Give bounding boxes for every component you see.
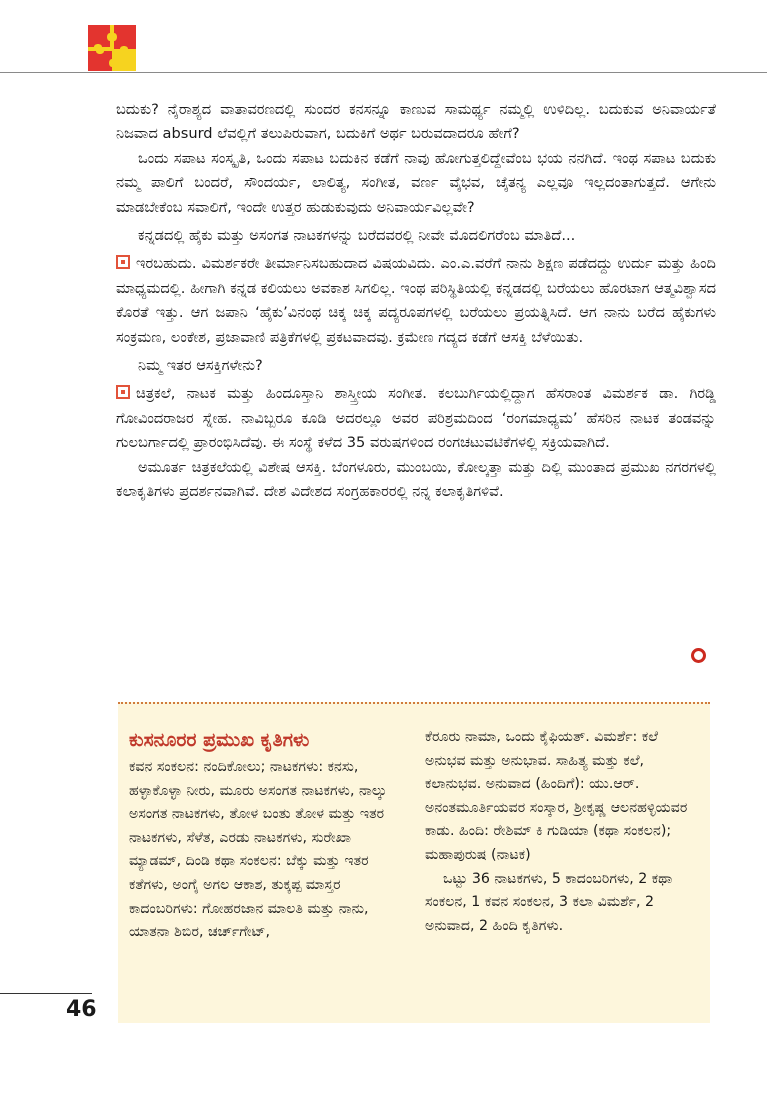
answer-text: ಚಿತ್ರಕಲೆ, ನಾಟಕ ಮತ್ತು ಹಿಂದೂಸ್ತಾನಿ ಶಾಸ್ತ್ರೀಯ ಸಂಗೀತ. ಕಲಬುರ್ಗಿಯಲ್ಲಿದ್ದಾಗ ಹೆಸರಾಂತ ವಿಮರ್ಶಕ ಡಾ. ಗಿರಡ್ಡಿ ಗೋವಿಂದರಾಜರ ಸ್ನೇಹ. ನಾವಿಬ್ಬರೂ ಕೂಡಿ ಅದರಲ್ಲೂ ಅವರ ಪರಿಶ್ರಮದಿಂದ ‘ರಂಗಮಾಧ್ಯಮ’ ಹೆಸರಿನ ನಾಟಕ ತಂಡವನ್ನು ಗುಲಬರ್ಗಾದಲ್ಲಿ ಪ್ರಾರಂಭಿಸಿದೆವು. ಈ ಸಂಸ್ಥೆ ಕಳೆದ 35 ವರುಷಗಳಿಂದ ರಂಗಚಟುವಟಿಕೆಗಳಲ್ಲಿ ಸಕ್ರಿಯವಾಗಿದೆ. [116,385,716,452]
works-column-left [129,726,399,945]
circle-end-icon [691,648,706,663]
interview-answer [116,382,716,455]
article-body [116,98,716,505]
works-column-right [425,726,701,938]
puzzle-logo-icon [88,25,136,71]
square-bullet-icon [116,255,130,269]
interview-answer [116,252,716,350]
square-bullet-icon [116,385,130,399]
works-title: ಕುಸನೂರರ ಪ್ರಮುಖ ಕೃತಿಗಳು [129,729,310,751]
dotted-divider [118,702,710,704]
page-number: 46 [66,997,97,1022]
interview-question: ನಿಮ್ಮ ಇತರ ಆಸಕ್ತಿಗಳೇನು? [138,357,263,375]
article-paragraph: ಬದುಕು? ನೈರಾಶ್ಯದ ವಾತಾವರಣದಲ್ಲಿ ಸುಂದರ ಕನಸನ್ನೂ ಕಾಣುವ ಸಾಮರ್ಥ್ಯ ನಮ್ಮಲ್ಲಿ ಉಳಿದಿಲ್ಲ. ಬದುಕುವ ಅನಿವಾರ್ಯತೆ ನಿಜವಾದ absurd ಲೆವಲ್ಲಿಗೆ ತಲುಪಿರುವಾಗ, ಬದುಕಿಗೆ ಅರ್ಥ ಬರುವದಾದರೂ ಹೇಗೆ? [116,101,716,143]
interview-question: ಕನ್ನಡದಲ್ಲಿ ಹೈಕು ಮತ್ತು ಅಸಂಗತ ನಾಟಕಗಳನ್ನು ಬರೆದವರಲ್ಲಿ ನೀವೇ ಮೊದಲಿಗರೆಂಬ ಮಾತಿದೆ... [138,227,576,245]
answer-text: ಇರಬಹುದು. ವಿಮರ್ಶಕರೇ ತೀರ್ಮಾನಿಸಬಹುದಾದ ವಿಷಯವಿದು. ಎಂ.ಎ.ವರೆಗೆ ನಾನು ಶಿಕ್ಷಣ ಪಡೆದದ್ದು ಉರ್ದು ಮತ್ತು ಹಿಂದಿ ಮಾಧ್ಯಮದಲ್ಲಿ. ಹೀಗಾಗಿ ಕನ್ನಡ ಕಲಿಯಲು ಅವಕಾಶ ಸಿಗಲಿಲ್ಲ. ಇಂಥ ಪರಿಸ್ಥಿತಿಯಲ್ಲಿ ಕನ್ನಡದಲ್ಲಿ ಬರೆಯಲು ಹೊರಟಾಗ ಆತ್ಮವಿಶ್ವಾಸದ ಕೊರತೆ ಇತ್ತು. ಆಗ ಜಪಾನಿ ‘ಹೈಕು’ವಿನಂಥ ಚಿಕ್ಕ ಚಿಕ್ಕ ಪದ್ಯರೂಪಗಳಲ್ಲಿ ಬರೆಯಲು ಪ್ರಯತ್ನಿಸಿದೆ. ಆಗ ನಾನು ಬರೆದ ಹೈಕುಗಳು ಸಂಕ್ರಮಣ, ಲಂಕೇಶ, ಪ್ರಜಾವಾಣಿ ಪತ್ರಿಕೆಗಳಲ್ಲಿ ಪ್ರಕಟವಾದವು. ಕ್ರಮೇಣ ಗದ್ಯದ ಕಡೆಗೆ ಆಸಕ್ತಿ ಬೆಳೆಯಿತು. [116,255,716,346]
header-rule [0,72,767,73]
footer-rule [0,993,92,994]
article-paragraph: ಒಂದು ಸಪಾಟ ಸಂಸ್ಕೃತಿ, ಒಂದು ಸಪಾಟ ಬದುಕಿನ ಕಡೆಗೆ ನಾವು ಹೋಗುತ್ತಲಿದ್ದೇವೆಂಬ ಭಯ ನನಗಿದೆ. ಇಂಥ ಸಪಾಟ ಬದುಕು ನಮ್ಮ ಪಾಲಿಗೆ ಬಂದರೆ, ಸೌಂದರ್ಯ, ಲಾಲಿತ್ಯ, ಸಂಗೀತ, ವರ್ಣ ವೈಭವ, ಚೈತನ್ಯ ಎಲ್ಲವೂ ಇಲ್ಲದಂತಾಗುತ್ತದೆ. ಆಗೇನು ಮಾಡಬೇಕೆಂಬ ಸವಾಲಿಗೆ, ಇಂದೇ ಉತ್ತರ ಹುಡುಕುವುದು ಅನಿವಾರ್ಯವಿಲ್ಲವೇ? [116,149,716,216]
works-list-text: ಕವನ ಸಂಕಲನ: ನಂದಿಕೋಲು; ನಾಟಕಗಳು: ಕನಸು, ಹಳ್ಳಾಕೊಳ್ಳಾ ನೀರು, ಮೂರು ಅಸಂಗತ ನಾಟಕಗಳು, ನಾಲ್ಕು ಅಸಂಗತ ನಾಟಕಗಳು, ತೋಳ ಬಂತು ತೋಳ ಮತ್ತು ಇತರ ನಾಟಕಗಳು, ಸೆಳೆತ, ಎರಡು ನಾಟಕಗಳು, ಸುರೇಖಾ ಮ್ಯಾಡಮ್, ದಿಂಡಿ ಕಥಾ ಸಂಕಲನ: ಬೆಕ್ಕು ಮತ್ತು ಇತರ ಕತೆಗಳು, ಅಂಗೈ ಅಗಲ ಆಕಾಶ, ತುಕ್ಕಪ್ಪ ಮಾಸ್ತರ ಕಾದಂಬರಿಗಳು: ಗೋಹರಜಾನ ಮಾಲತಿ ಮತ್ತು ನಾನು, ಯಾತನಾ ಶಿಬಿರ, ಚರ್ಚ್‌ಗೇಟ್, [129,759,387,941]
works-summary: ಒಟ್ಟು 36 ನಾಟಕಗಳು, 5 ಕಾದಂಬರಿಗಳು, 2 ಕಥಾ ಸಂಕಲನ, 1 ಕವನ ಸಂಕಲನ, 3 ಕಲಾ ವಿಮರ್ಶೆ, 2 ಅನುವಾದ, 2 ಹಿಂದಿ ಕೃತಿಗಳು. [425,870,673,934]
works-list-text: ಕೆರೂರು ನಾಮಾ, ಒಂದು ಕೈಫಿಯತ್. ವಿಮರ್ಶೆ: ಕಲೆ ಅನುಭವ ಮತ್ತು ಅನುಭಾವ. ಸಾಹಿತ್ಯ ಮತ್ತು ಕಲೆ, ಕಲಾನುಭವ. ಅನುವಾದ (ಹಿಂದಿಗೆ): ಯು.ಆರ್. ಅನಂತಮೂರ್ತಿಯವರ ಸಂಸ್ಕಾರ, ಶ್ರೀಕೃಷ್ಣ ಆಲನಹಳ್ಳಿಯವರ ಕಾಡು. ಹಿಂದಿ: ರೇಶಿಮ್ ಕಿ ಗುಡಿಯಾ (ಕಥಾ ಸಂಕಲನ); ಮಹಾಪುರುಷ (ನಾಟಕ) [425,729,688,863]
article-paragraph: ಅಮೂರ್ತ ಚಿತ್ರಕಲೆಯಲ್ಲಿ ವಿಶೇಷ ಆಸಕ್ತಿ. ಬೆಂಗಳೂರು, ಮುಂಬಯಿ, ಕೋಲ್ಕತ್ತಾ ಮತ್ತು ದಿಲ್ಲಿ ಮುಂತಾದ ಪ್ರಮುಖ ನಗರಗಳಲ್ಲಿ ಕಲಾಕೃತಿಗಳು ಪ್ರದರ್ಶನವಾಗಿವೆ. ದೇಶ ವಿದೇಶದ ಸಂಗ್ರಹಕಾರರಲ್ಲಿ ನನ್ನ ಕಲಾಕೃತಿಗಳಿವೆ. [116,458,716,501]
works-sidebar-box [118,702,710,1023]
